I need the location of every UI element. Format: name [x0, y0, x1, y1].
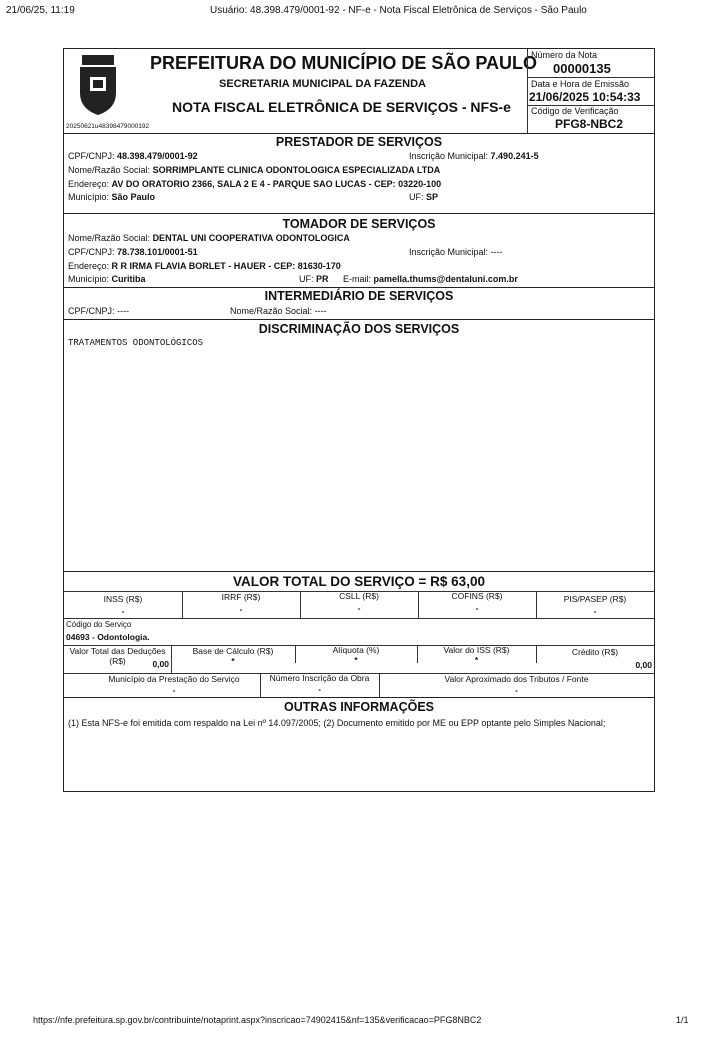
inss-label: INSS (R$) — [103, 594, 143, 604]
label: Nome/Razão Social: — [68, 165, 151, 175]
label: Inscrição Municipal: — [409, 151, 489, 161]
tomador-title: TOMADOR DE SERVIÇOS — [282, 217, 436, 231]
municipio-prestacao-label: Município da Prestação do Serviço — [108, 674, 240, 684]
outras-text: (1) Esta NFS-e foi emitida com respaldo na Lei nº 14.097/2005; (2) Documento emitido por ME ou EPP optante pelo Simples Nacional; — [68, 718, 606, 728]
label: UF: — [409, 192, 424, 202]
deducoes-value: 0,00 — [152, 659, 169, 669]
discriminacao-title: DISCRIMINAÇÃO DOS SERVIÇOS — [258, 322, 460, 336]
deducoes-label: Valor Total das Deduções (R$) — [69, 646, 166, 666]
valor-iss-value: * — [474, 655, 479, 665]
data-label: Data e Hora de Emissão — [531, 79, 630, 89]
tributos-label: Valor Aproximado dos Tributos / Fonte — [444, 674, 589, 684]
prestador-endereco: AV DO ORATORIO 2366, SALA 2 E 4 - PARQUE SAO LUCAS - CEP: 03220-100 — [111, 179, 442, 189]
label: Endereço: — [68, 179, 110, 189]
codigo-label: Código de Verificação — [531, 106, 619, 116]
tomador-uf: PR — [316, 274, 329, 284]
label: Município: — [68, 274, 110, 284]
inss-value: - — [121, 606, 125, 616]
valor-total: VALOR TOTAL DO SERVIÇO = R$ 63,00 — [233, 574, 485, 589]
discriminacao-text: TRATAMENTOS ODONTOLÓGICOS — [68, 338, 204, 348]
codigo-verificacao: PFG8-NBC2 — [555, 117, 624, 131]
cofins-label: COFINS (R$) — [451, 591, 503, 601]
codigo-servico-label: Código do Serviço — [66, 620, 132, 629]
intermediario-title: INTERMEDIÁRIO DE SERVIÇOS — [264, 289, 454, 303]
cofins-value: - — [475, 603, 479, 613]
label: Inscrição Municipal: — [409, 247, 489, 257]
valor-iss-label: Valor do ISS (R$) — [443, 645, 510, 655]
label: Município: — [68, 192, 110, 202]
credito-value: 0,00 — [635, 660, 652, 670]
inscricao-obra-label: Número Inscrição da Obra — [269, 673, 370, 683]
header-title: PREFEITURA DO MUNICÍPIO DE SÃO PAULO — [150, 53, 538, 73]
print-url: https://nfe.prefeitura.sp.gov.br/contribuinte/notaprint.aspx?inscricao=74902415&nf=135&verificacao=PFG8NBC2 — [33, 1015, 482, 1025]
impostos-row — [64, 591, 654, 618]
municipio-prestacao-value: - — [172, 685, 176, 695]
label: CPF/CNPJ: — [68, 247, 115, 257]
data-emissao: 21/06/2025 10:54:33 — [529, 90, 641, 104]
tomador-cnpj: 78.738.101/0001-51 — [117, 247, 198, 257]
tomador-endereco: R R IRMA FLAVIA BORLET - HAUER - CEP: 81630-170 — [111, 261, 341, 271]
label: Nome/Razão Social: — [68, 233, 151, 243]
base-calculo-label: Base de Cálculo (R$) — [192, 646, 274, 656]
tomador-im: ---- — [490, 247, 503, 257]
prestador-uf: SP — [426, 192, 439, 202]
extras-row — [64, 673, 654, 697]
nfse-document — [63, 48, 655, 792]
barcode-text: 20250621u48398479000192 — [66, 123, 150, 130]
credito-label: Crédito (R$) — [571, 647, 619, 657]
page-number: 1/1 — [676, 1015, 689, 1025]
prestador-municipio: São Paulo — [111, 192, 156, 202]
intermediario-cnpj: ---- — [117, 306, 130, 316]
label: Nome/Razão Social: — [230, 306, 313, 316]
tributos-value: - — [515, 685, 518, 695]
label: CPF/CNPJ: — [68, 306, 115, 316]
label: Endereço: — [68, 261, 110, 271]
aliquota-value: * — [354, 655, 358, 665]
csll-value: - — [357, 603, 361, 613]
csll-label: CSLL (R$) — [339, 591, 379, 601]
label: CPF/CNPJ: — [68, 151, 115, 161]
aliquota-label: Alíquota (%) — [332, 645, 380, 655]
header-subtitle: SECRETARIA MUNICIPAL DA FAZENDA — [219, 78, 426, 90]
codigo-servico-value: 04693 - Odontologia. — [66, 632, 150, 642]
pis-label: PIS/PASEP (R$) — [563, 594, 627, 604]
prestador-nome: SORRIMPLANTE CLINICA ODONTOLOGICA ESPECIALIZADA LTDA — [152, 165, 441, 175]
base-calculo-value: * — [231, 656, 235, 666]
label: UF: — [299, 274, 314, 284]
irrf-value: - — [239, 604, 243, 614]
outras-title: OUTRAS INFORMAÇÕES — [284, 700, 434, 714]
prestador-title: PRESTADOR DE SERVIÇOS — [275, 135, 443, 149]
intermediario-nome: ---- — [314, 306, 327, 316]
prestador-im: 7.490.241-5 — [490, 151, 539, 161]
prestador-cnpj: 48.398.479/0001-92 — [117, 151, 198, 161]
tomador-email: pamella.thums@dentaluni.com.br — [373, 274, 518, 284]
city-coat-of-arms-icon — [74, 53, 122, 117]
irrf-label: IRRF (R$) — [221, 592, 261, 602]
tomador-municipio: Curitiba — [111, 274, 146, 284]
inscricao-obra-value: - — [318, 684, 321, 694]
print-datetime: 21/06/25, 11:19 — [6, 5, 75, 16]
numero-label: Número da Nota — [531, 50, 598, 60]
tomador-nome: DENTAL UNI COOPERATIVA ODONTOLOGICA — [152, 233, 350, 243]
numero-nota: 00000135 — [553, 61, 611, 76]
label: E-mail: — [343, 274, 372, 284]
calculo-row — [64, 645, 654, 673]
print-title: Usuário: 48.398.479/0001-92 - NF-e - Nota Fiscal Eletrônica de Serviços - São Paulo — [210, 5, 587, 16]
header-doc-title: NOTA FISCAL ELETRÔNICA DE SERVIÇOS - NFS-e — [172, 99, 511, 115]
pis-value: - — [593, 606, 597, 616]
